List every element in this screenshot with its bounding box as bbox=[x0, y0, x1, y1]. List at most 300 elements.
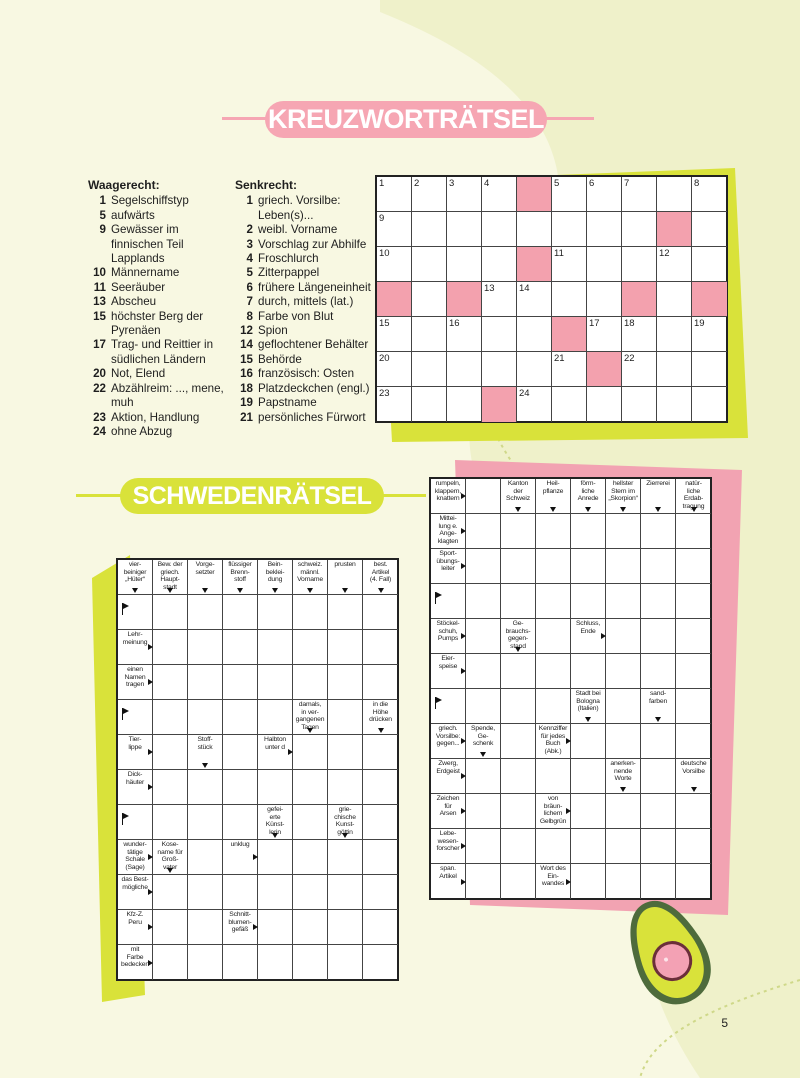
arrow-down-icon bbox=[585, 717, 591, 722]
swedish-answer-cell[interactable] bbox=[223, 700, 258, 735]
crossword-cell[interactable] bbox=[587, 212, 622, 247]
swedish-answer-cell[interactable] bbox=[363, 630, 398, 665]
crossword-cell-number: 3 bbox=[449, 178, 455, 189]
clue-number: 22 bbox=[93, 381, 106, 395]
swedish-clue-cell bbox=[118, 700, 153, 735]
crossword-cell[interactable] bbox=[587, 387, 622, 422]
swedish-clue-text: (Sage) bbox=[125, 863, 145, 871]
clue-item bbox=[235, 396, 371, 410]
crossword-cell[interactable] bbox=[622, 387, 657, 422]
swedish-answer-cell[interactable] bbox=[188, 700, 223, 735]
swedish-answer-cell[interactable] bbox=[571, 549, 606, 584]
crossword-cell[interactable] bbox=[587, 317, 622, 352]
crossword-grid bbox=[375, 175, 728, 423]
arrow-down-icon bbox=[167, 588, 173, 593]
crossword-cell-number: 16 bbox=[449, 318, 460, 329]
clue-item bbox=[235, 238, 371, 252]
swedish-answer-cell[interactable] bbox=[328, 665, 363, 700]
crossword-cell[interactable] bbox=[657, 387, 692, 422]
swedish-answer-cell[interactable] bbox=[258, 945, 293, 980]
swedish-answer-cell[interactable] bbox=[606, 724, 641, 759]
swedish-answer-cell[interactable] bbox=[188, 595, 223, 630]
crossword-cell[interactable] bbox=[692, 317, 727, 352]
swedish-answer-cell[interactable] bbox=[676, 514, 711, 549]
swedish-answer-cell[interactable] bbox=[606, 549, 641, 584]
swedish-answer-cell[interactable] bbox=[606, 794, 641, 829]
swedish-answer-cell[interactable] bbox=[258, 875, 293, 910]
swedish-answer-cell[interactable] bbox=[676, 654, 711, 689]
swedish-clue-text: span. bbox=[440, 865, 456, 872]
crossword-block-cell bbox=[587, 352, 622, 387]
swedish-answer-cell[interactable] bbox=[536, 689, 571, 724]
swedish-clue-cell bbox=[118, 945, 153, 980]
crossword-cell[interactable] bbox=[692, 177, 727, 212]
crossword-cell[interactable] bbox=[412, 387, 447, 422]
swedish-clue-cell bbox=[118, 630, 153, 665]
swedish-clue-cell bbox=[466, 724, 501, 759]
swedish-answer-cell[interactable] bbox=[363, 595, 398, 630]
swedish-answer-cell[interactable] bbox=[536, 584, 571, 619]
swedish-answer-cell[interactable] bbox=[466, 759, 501, 794]
swedish-answer-cell[interactable] bbox=[501, 794, 536, 829]
crossword-cell[interactable] bbox=[412, 317, 447, 352]
swedish-answer-cell[interactable] bbox=[466, 794, 501, 829]
swedish-answer-cell[interactable] bbox=[536, 829, 571, 864]
swedish-answer-cell[interactable] bbox=[328, 735, 363, 770]
swedish-clue-text: das Best- bbox=[121, 876, 149, 883]
crossword-cell[interactable] bbox=[657, 247, 692, 282]
crossword-cell[interactable] bbox=[412, 352, 447, 387]
swedish-answer-cell[interactable] bbox=[223, 805, 258, 840]
swedish-answer-cell[interactable] bbox=[466, 689, 501, 724]
swedish-answer-cell[interactable] bbox=[466, 584, 501, 619]
swedish-clue-text: liche bbox=[581, 487, 595, 495]
swedish-answer-cell[interactable] bbox=[641, 514, 676, 549]
swedish-clue-text: Kennziffer bbox=[538, 725, 568, 732]
swedish-clue-cell bbox=[571, 689, 606, 724]
swedish-answer-cell[interactable] bbox=[223, 630, 258, 665]
swedish-clue-text: griech. bbox=[438, 725, 458, 732]
swedish-answer-cell[interactable] bbox=[223, 665, 258, 700]
swedish-answer-cell[interactable] bbox=[571, 654, 606, 689]
crossword-cell[interactable] bbox=[412, 177, 447, 212]
swedish-clue-text: der bbox=[513, 487, 523, 495]
crossword-cell[interactable] bbox=[377, 387, 412, 422]
swedish-clue-text: Eier- bbox=[441, 655, 455, 662]
senkrecht-list bbox=[235, 178, 371, 425]
crossword-block-cell bbox=[447, 282, 482, 317]
swedish-clue-text: Namen bbox=[124, 673, 146, 681]
crossword-cell[interactable] bbox=[447, 317, 482, 352]
crossword-cell-number: 24 bbox=[519, 388, 530, 399]
clue-number: 18 bbox=[240, 381, 253, 395]
crossword-cell[interactable] bbox=[587, 177, 622, 212]
crossword-cell[interactable] bbox=[377, 177, 412, 212]
clue-number: 20 bbox=[93, 367, 106, 381]
clue-item bbox=[88, 338, 224, 367]
crossword-cell[interactable] bbox=[482, 352, 517, 387]
swedish-answer-cell[interactable] bbox=[188, 770, 223, 805]
swedish-answer-cell[interactable] bbox=[676, 724, 711, 759]
swedish-answer-cell[interactable] bbox=[153, 665, 188, 700]
flag-arrow-icon bbox=[122, 603, 123, 615]
swedish-answer-cell[interactable] bbox=[188, 665, 223, 700]
swedish-answer-cell[interactable] bbox=[536, 514, 571, 549]
clue-number: 15 bbox=[240, 352, 253, 366]
clue-item bbox=[88, 194, 224, 208]
swedish-clue-text: Brenn- bbox=[230, 568, 250, 576]
swedish-clue-text: Ange- bbox=[439, 530, 457, 538]
swedish-clue-text: Pumps bbox=[437, 635, 459, 643]
crossword-cell[interactable] bbox=[552, 177, 587, 212]
swedish-answer-cell[interactable] bbox=[328, 595, 363, 630]
swedish-answer-cell[interactable] bbox=[466, 514, 501, 549]
swedish-answer-cell[interactable] bbox=[363, 875, 398, 910]
clue-item bbox=[88, 367, 224, 381]
swedish-clue-text: name für bbox=[157, 848, 183, 856]
swedish-answer-cell[interactable] bbox=[363, 735, 398, 770]
swedish-clue-text: gegen... bbox=[436, 740, 460, 748]
swedish-clue-text: anerken- bbox=[610, 760, 636, 767]
crossword-cell[interactable] bbox=[657, 177, 692, 212]
clue-text: französisch: Osten bbox=[258, 367, 355, 381]
crossword-cell[interactable] bbox=[517, 282, 552, 317]
crossword-cell[interactable] bbox=[622, 247, 657, 282]
swedish-clue-text: einen bbox=[127, 666, 143, 673]
clue-text: Platzdeckchen (engl.) bbox=[258, 381, 370, 395]
crossword-cell[interactable] bbox=[657, 317, 692, 352]
swedish-answer-cell[interactable] bbox=[363, 805, 398, 840]
swedish-clue-text: klappern, bbox=[434, 487, 462, 495]
swedish-answer-cell[interactable] bbox=[641, 724, 676, 759]
swedish-clue-text: bedecken bbox=[121, 961, 149, 969]
swedish-clue-text: gangenen bbox=[295, 716, 325, 724]
swedish-answer-cell[interactable] bbox=[328, 630, 363, 665]
swedish-answer-cell[interactable] bbox=[258, 595, 293, 630]
clue-item bbox=[88, 281, 224, 295]
clue-number: 1 bbox=[246, 194, 253, 208]
swedish-answer-cell[interactable] bbox=[641, 794, 676, 829]
swedish-clue-text: klagten bbox=[437, 537, 459, 545]
swedish-answer-cell[interactable] bbox=[363, 945, 398, 980]
crossword-cell[interactable] bbox=[517, 317, 552, 352]
swedish-clue-text: vater bbox=[162, 863, 178, 871]
swedish-answer-cell[interactable] bbox=[571, 724, 606, 759]
clue-number: 13 bbox=[93, 295, 106, 309]
swedish-answer-cell[interactable] bbox=[153, 630, 188, 665]
swedish-answer-cell[interactable] bbox=[188, 910, 223, 945]
swedish-clue-text: blumen- bbox=[228, 918, 252, 926]
crossword-cell[interactable] bbox=[482, 212, 517, 247]
swedish-answer-cell[interactable] bbox=[501, 549, 536, 584]
crossword-cell[interactable] bbox=[412, 247, 447, 282]
swedish-answer-cell[interactable] bbox=[571, 864, 606, 899]
kreuzwort-title: KREUZWORTRÄTSEL bbox=[265, 101, 547, 138]
swedish-answer-cell[interactable] bbox=[293, 910, 328, 945]
swedish-answer-cell[interactable] bbox=[223, 595, 258, 630]
swedish-answer-cell[interactable] bbox=[606, 514, 641, 549]
swedish-answer-cell[interactable] bbox=[676, 619, 711, 654]
crossword-cell[interactable] bbox=[482, 247, 517, 282]
swedish-clue-cell bbox=[118, 875, 153, 910]
swedish-answer-cell[interactable] bbox=[153, 735, 188, 770]
swedish-clue-text: Spende, bbox=[471, 725, 495, 732]
swedish-answer-cell[interactable] bbox=[676, 794, 711, 829]
swedish-answer-cell[interactable] bbox=[501, 864, 536, 899]
crossword-cell[interactable] bbox=[412, 282, 447, 317]
clue-item bbox=[235, 382, 371, 396]
clue-text: Farbe von Blut bbox=[258, 309, 334, 323]
swedish-clue-cell bbox=[501, 479, 536, 514]
swedish-answer-cell[interactable] bbox=[501, 724, 536, 759]
swedish-answer-cell[interactable] bbox=[293, 875, 328, 910]
clue-number: 10 bbox=[93, 266, 106, 280]
swedish-answer-cell[interactable] bbox=[571, 514, 606, 549]
crossword-cell[interactable] bbox=[692, 352, 727, 387]
swedish-answer-cell[interactable] bbox=[501, 654, 536, 689]
swedish-answer-cell[interactable] bbox=[676, 584, 711, 619]
crossword-cell[interactable] bbox=[517, 212, 552, 247]
swedish-answer-cell[interactable] bbox=[466, 654, 501, 689]
swedish-clue-cell bbox=[223, 560, 258, 595]
swedish-answer-cell[interactable] bbox=[223, 875, 258, 910]
swedish-clue-text: Vorsilbe: bbox=[435, 732, 461, 740]
clue-text: Vorschlag zur Abhilfe bbox=[258, 237, 367, 251]
swedish-answer-cell[interactable] bbox=[606, 654, 641, 689]
swedish-answer-cell[interactable] bbox=[501, 514, 536, 549]
clue-number: 15 bbox=[93, 309, 106, 323]
swedish-answer-cell[interactable] bbox=[641, 829, 676, 864]
swedish-answer-cell[interactable] bbox=[466, 549, 501, 584]
arrow-down-icon bbox=[655, 507, 661, 512]
swedish-answer-cell[interactable] bbox=[153, 595, 188, 630]
crossword-cell[interactable] bbox=[692, 212, 727, 247]
swedish-answer-cell[interactable] bbox=[258, 630, 293, 665]
crossword-cell[interactable] bbox=[447, 352, 482, 387]
swedish-answer-cell[interactable] bbox=[223, 770, 258, 805]
swedish-answer-cell[interactable] bbox=[328, 875, 363, 910]
swedish-answer-cell[interactable] bbox=[606, 689, 641, 724]
swedish-answer-cell[interactable] bbox=[328, 945, 363, 980]
swedish-answer-cell[interactable] bbox=[501, 759, 536, 794]
crossword-cell[interactable] bbox=[482, 317, 517, 352]
crossword-cell-number: 10 bbox=[379, 248, 390, 259]
crossword-cell[interactable] bbox=[517, 387, 552, 422]
clue-number: 11 bbox=[93, 280, 106, 294]
swedish-clue-text: stadt bbox=[163, 583, 177, 591]
swedish-answer-cell[interactable] bbox=[328, 770, 363, 805]
swedish-answer-cell[interactable] bbox=[188, 945, 223, 980]
swedish-answer-cell[interactable] bbox=[188, 630, 223, 665]
crossword-block-cell bbox=[552, 317, 587, 352]
clue-item bbox=[88, 209, 224, 223]
swedish-answer-cell[interactable] bbox=[571, 829, 606, 864]
swedish-answer-cell[interactable] bbox=[153, 770, 188, 805]
crossword-cell[interactable] bbox=[447, 387, 482, 422]
crossword-cell-number: 23 bbox=[379, 388, 390, 399]
crossword-cell[interactable] bbox=[447, 247, 482, 282]
swedish-clue-cell bbox=[118, 665, 153, 700]
crossword-cell-number: 9 bbox=[379, 213, 385, 224]
swedish-answer-cell[interactable] bbox=[293, 630, 328, 665]
crossword-cell[interactable] bbox=[552, 247, 587, 282]
swedish-answer-cell[interactable] bbox=[328, 840, 363, 875]
swedish-answer-cell[interactable] bbox=[258, 700, 293, 735]
swedish-answer-cell[interactable] bbox=[606, 829, 641, 864]
crossword-cell[interactable] bbox=[482, 177, 517, 212]
crossword-cell[interactable] bbox=[622, 317, 657, 352]
crossword-cell[interactable] bbox=[447, 212, 482, 247]
swedish-answer-cell[interactable] bbox=[641, 619, 676, 654]
swedish-answer-cell[interactable] bbox=[641, 759, 676, 794]
clue-number: 8 bbox=[246, 309, 253, 323]
clue-number: 5 bbox=[246, 266, 253, 280]
swedish-answer-cell[interactable] bbox=[571, 794, 606, 829]
swedish-answer-cell[interactable] bbox=[223, 945, 258, 980]
crossword-cell[interactable] bbox=[622, 352, 657, 387]
swedish-clue-text: lichem bbox=[543, 810, 563, 818]
swedish-answer-cell[interactable] bbox=[293, 735, 328, 770]
swedish-clue-text: tätige bbox=[127, 848, 143, 856]
swedish-clue-text: bräun- bbox=[543, 802, 563, 810]
swedish-answer-cell[interactable] bbox=[293, 805, 328, 840]
swedish-answer-cell[interactable] bbox=[641, 654, 676, 689]
swedish-answer-cell[interactable] bbox=[223, 735, 258, 770]
swedish-answer-cell[interactable] bbox=[536, 654, 571, 689]
swedish-clue-text: in ver- bbox=[301, 708, 319, 716]
clue-text: ohne Abzug bbox=[111, 424, 173, 438]
crossword-block-cell bbox=[622, 282, 657, 317]
crossword-cell[interactable] bbox=[692, 387, 727, 422]
swedish-clue-text: forscher bbox=[436, 845, 460, 853]
swedish-answer-cell[interactable] bbox=[153, 700, 188, 735]
swedish-clue-text: Lehr- bbox=[127, 631, 143, 638]
swedish-answer-cell[interactable] bbox=[466, 479, 501, 514]
arrow-down-icon bbox=[202, 763, 208, 768]
swedish-answer-cell[interactable] bbox=[536, 759, 571, 794]
crossword-cell[interactable] bbox=[377, 247, 412, 282]
swedish-answer-cell[interactable] bbox=[293, 665, 328, 700]
swedish-clue-text: Groß- bbox=[161, 856, 179, 864]
crossword-cell[interactable] bbox=[552, 212, 587, 247]
swedish-answer-cell[interactable] bbox=[363, 840, 398, 875]
swedish-clue-text: schenk bbox=[472, 740, 494, 748]
arrow-down-icon bbox=[515, 647, 521, 652]
swedish-answer-cell[interactable] bbox=[293, 840, 328, 875]
crossword-cell[interactable] bbox=[552, 387, 587, 422]
swedish-answer-cell[interactable] bbox=[153, 910, 188, 945]
crossword-cell[interactable] bbox=[377, 212, 412, 247]
swedish-clue-text: Stoff- bbox=[197, 736, 213, 743]
swedish-answer-cell[interactable] bbox=[258, 840, 293, 875]
swedish-clue-text: Peru bbox=[128, 918, 142, 926]
swedish-answer-cell[interactable] bbox=[641, 584, 676, 619]
swedish-answer-cell[interactable] bbox=[153, 805, 188, 840]
swedish-answer-cell[interactable] bbox=[188, 875, 223, 910]
swedish-clue-text: (Abk.) bbox=[544, 747, 562, 755]
crossword-block-cell bbox=[657, 212, 692, 247]
crossword-cell[interactable] bbox=[587, 282, 622, 317]
swedish-answer-cell[interactable] bbox=[606, 584, 641, 619]
swedish-answer-cell[interactable] bbox=[363, 665, 398, 700]
swedish-clue-text: Erdab- bbox=[683, 495, 704, 503]
swedish-clue-text: unklug bbox=[230, 841, 250, 848]
swedish-answer-cell[interactable] bbox=[676, 689, 711, 724]
swedish-answer-cell[interactable] bbox=[363, 770, 398, 805]
swedish-answer-cell[interactable] bbox=[258, 665, 293, 700]
swedish-answer-cell[interactable] bbox=[153, 875, 188, 910]
crossword-cell[interactable] bbox=[552, 352, 587, 387]
swedish-clue-cell bbox=[606, 759, 641, 794]
swedish-answer-cell[interactable] bbox=[258, 910, 293, 945]
crossword-cell[interactable] bbox=[657, 352, 692, 387]
swedish-clue-text: Ge- bbox=[477, 732, 489, 740]
swedish-answer-cell[interactable] bbox=[641, 549, 676, 584]
swedish-answer-cell[interactable] bbox=[188, 805, 223, 840]
swedish-answer-cell[interactable] bbox=[293, 595, 328, 630]
swedish-clue-text: erte bbox=[269, 813, 281, 821]
swedish-answer-cell[interactable] bbox=[293, 945, 328, 980]
swedish-answer-cell[interactable] bbox=[328, 910, 363, 945]
swedish-answer-cell[interactable] bbox=[466, 619, 501, 654]
crossword-cell[interactable] bbox=[622, 177, 657, 212]
crossword-cell[interactable] bbox=[412, 212, 447, 247]
crossword-cell[interactable] bbox=[622, 212, 657, 247]
waagerecht-list bbox=[88, 178, 224, 439]
crossword-cell[interactable] bbox=[517, 352, 552, 387]
swedish-answer-cell[interactable] bbox=[676, 549, 711, 584]
swedish-answer-cell[interactable] bbox=[536, 549, 571, 584]
swedish-answer-cell[interactable] bbox=[501, 689, 536, 724]
swedish-answer-cell[interactable] bbox=[258, 770, 293, 805]
swedish-clue-text: Gelbgrün bbox=[539, 817, 567, 825]
crossword-cell[interactable] bbox=[377, 317, 412, 352]
swedish-answer-cell[interactable] bbox=[466, 829, 501, 864]
crossword-cell[interactable] bbox=[587, 247, 622, 282]
swedish-clue-text: Zwerg, bbox=[438, 760, 458, 767]
swedish-clue-text: für bbox=[444, 802, 452, 810]
crossword-cell[interactable] bbox=[692, 247, 727, 282]
swedish-clue-text: grie- bbox=[338, 806, 352, 813]
swedish-clue-cell bbox=[571, 619, 606, 654]
swedish-answer-cell[interactable] bbox=[501, 584, 536, 619]
swedish-answer-cell[interactable] bbox=[676, 829, 711, 864]
clue-text: aufwärts bbox=[111, 208, 155, 222]
swedish-answer-cell[interactable] bbox=[363, 910, 398, 945]
swedish-answer-cell[interactable] bbox=[293, 770, 328, 805]
swedish-answer-cell[interactable] bbox=[606, 619, 641, 654]
swedish-clue-text: stand bbox=[510, 642, 526, 650]
swedish-answer-cell[interactable] bbox=[501, 829, 536, 864]
swedish-answer-cell[interactable] bbox=[153, 945, 188, 980]
swedish-answer-cell[interactable] bbox=[466, 864, 501, 899]
swedish-clue-cell bbox=[431, 514, 466, 549]
swedish-clue-cell bbox=[258, 805, 293, 840]
swedish-answer-cell[interactable] bbox=[571, 759, 606, 794]
crossword-cell[interactable] bbox=[377, 352, 412, 387]
crossword-cell[interactable] bbox=[482, 282, 517, 317]
swedish-clue-text: beiniger bbox=[123, 568, 147, 576]
swedish-answer-cell[interactable] bbox=[536, 619, 571, 654]
swedish-answer-cell[interactable] bbox=[571, 584, 606, 619]
swedish-answer-cell[interactable] bbox=[328, 700, 363, 735]
crossword-cell[interactable] bbox=[552, 282, 587, 317]
swedish-answer-cell[interactable] bbox=[188, 840, 223, 875]
arrow-down-icon bbox=[585, 507, 591, 512]
swedish-clue-cell bbox=[431, 689, 466, 724]
crossword-cell[interactable] bbox=[657, 282, 692, 317]
crossword-cell[interactable] bbox=[447, 177, 482, 212]
